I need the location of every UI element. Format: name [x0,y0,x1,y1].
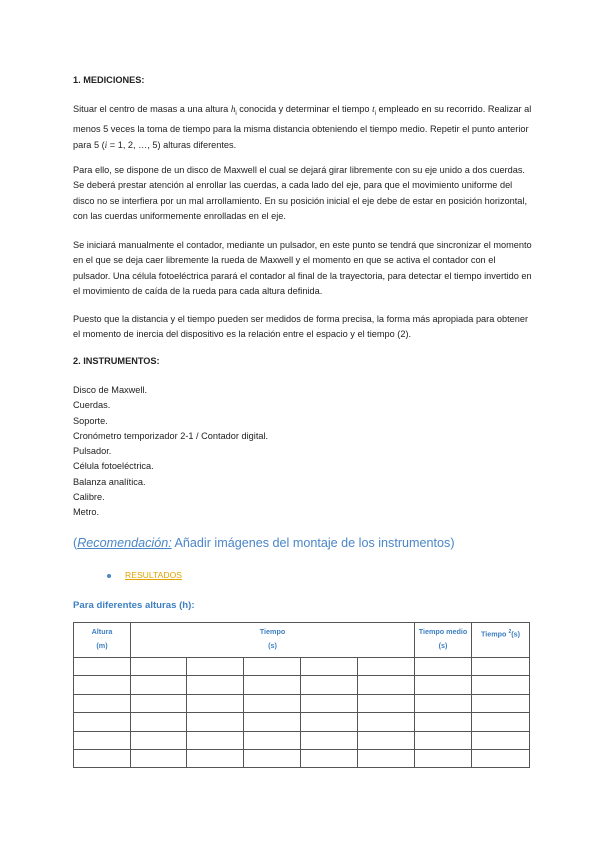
table-cell[interactable] [472,713,530,731]
paragraph-mediciones-2: Para ello, se dispone de un disco de Maxwell el cual se dejará girar libremente con su eje unido a dos cuerdas. Se deberá prestar atención al enrollar las cuerdas, a cada lado del eje, para que el movimiento uniforme del disco no se interfiera por un mal arrollamiento. En su posición inicial el eje debe de estar en posición horizontal, con las cuerdas uniformemente enrolladas en el eje. [73,165,528,222]
table-cell[interactable] [301,713,358,731]
header-t2-unit: (s) [511,629,521,639]
table-cell[interactable] [244,731,301,749]
p1-text-d: = 1, 2, …, 5) alturas diferentes. [107,139,237,150]
list-item: Balanza analítica. [73,476,146,487]
list-item: Soporte. [73,415,108,426]
recommendation-note [73,536,455,550]
table-cell[interactable] [415,713,472,731]
p1-text-b: conocida y determinar el tiempo [236,104,373,114]
table-cell[interactable] [301,658,358,676]
paragraph-mediciones-4: Puesto que la distancia y el tiempo pueden ser medidos de forma precisa, la forma más apropiada para obtener el momento de inercia del dispositivo es la relación entre el espacio y el tiempo (2). [73,314,529,340]
table-cell[interactable] [472,749,530,767]
header-t2-exponent: 2 [508,629,512,635]
header-t2-label: Tiempo [481,629,509,639]
table-cell[interactable] [187,749,244,767]
table-row [74,731,530,749]
section-heading-mediciones: 1. MEDICIONES: [73,75,145,85]
table-cell[interactable] [244,658,301,676]
table-cell[interactable] [415,676,472,694]
table-cell[interactable] [131,658,187,676]
header-tiempo-unit: (s) [268,641,277,650]
table-cell[interactable] [74,676,131,694]
results-subheading: Para diferentes alturas (h): [73,600,195,611]
header-medio-label: Tiempo medio [418,627,468,636]
header-tiempo-label: Tiempo [259,627,286,636]
table-cell[interactable] [187,676,244,694]
paragraph-mediciones-3: Se iniciará manualmente el contador, mediante un pulsador, en este punto se tendrá que sincronizar el momento en el que se deja caer libremente la rueda de Maxwell y el momento en que se activa el contador con el pulsador. Una célula fotoeléctrica parará el contador al final de la trayectoria, para detectar el tiempo invertido en el movimiento de caída de la rueda para cada altura definida. [73,240,532,297]
table-cell[interactable] [74,694,131,712]
header-altura-unit: (m) [96,641,108,650]
results-link[interactable]: RESULTADOS [125,570,182,580]
table-cell[interactable] [358,749,415,767]
list-item: Calibre. [73,492,105,503]
table-cell[interactable] [244,749,301,767]
header-tiempo-cuadrado [472,623,530,658]
instrument-list [73,383,268,521]
table-cell[interactable] [358,731,415,749]
symbol-t: t [372,104,375,114]
table-cell[interactable] [358,694,415,712]
table-cell[interactable] [187,731,244,749]
symbol-i: i [104,139,108,150]
subscript-i: i [235,110,237,117]
list-item: Pulsador. [73,446,112,457]
section-heading-instrumentos: 2. INSTRUMENTOS: [73,356,160,366]
recommendation-paren: ( [73,536,78,550]
header-tiempo-medio [415,623,472,658]
table-cell[interactable] [74,713,131,731]
table-cell[interactable] [131,676,187,694]
table-row [74,694,530,712]
recommendation-label: Recomendación: [77,536,172,550]
symbol-h: h [230,104,236,114]
list-item: Disco de Maxwell. [73,385,148,395]
p1-text-a: Situar el centro de masas a una altura [73,104,231,114]
table-cell[interactable] [187,713,244,731]
table-cell[interactable] [131,694,187,712]
table-cell[interactable] [244,713,301,731]
table-cell[interactable] [131,731,187,749]
p1-text-c: empleado en su recorrido. Realizar al menos 5 veces la toma de tiempo para la misma distancia obteniendo el tiempo medio. Repetir el punto anterior para 5 ( [73,104,532,150]
table-cell[interactable] [74,749,131,767]
recommendation-text: Añadir imágenes del montaje de los instrumentos) [171,536,455,550]
table-cell[interactable] [301,749,358,767]
results-bullet [107,570,182,580]
table-header-row [74,623,530,658]
table-cell[interactable] [131,713,187,731]
table-row [74,749,530,767]
table-cell[interactable] [131,749,187,767]
table-cell[interactable] [358,658,415,676]
list-item: Cuerdas. [73,400,111,411]
table-cell[interactable] [415,694,472,712]
table-row [74,713,530,731]
table-cell[interactable] [74,731,131,749]
table-cell[interactable] [301,676,358,694]
table-cell[interactable] [415,749,472,767]
table-cell[interactable] [187,694,244,712]
table-cell[interactable] [472,731,530,749]
table-cell[interactable] [301,694,358,712]
table-cell[interactable] [244,694,301,712]
table-row [74,676,530,694]
list-item: Cronómetro temporizador 2-1 / Contador digital. [73,430,269,441]
header-tiempo [131,623,415,658]
table-cell[interactable] [472,676,530,694]
table-cell[interactable] [472,658,530,676]
header-medio-unit: (s) [438,641,448,650]
header-altura-label: Altura [91,627,113,636]
table-row [74,658,530,676]
table-cell[interactable] [74,658,131,676]
subscript-i: i [374,110,376,117]
results-table [73,622,530,768]
table-cell[interactable] [187,658,244,676]
table-cell[interactable] [301,731,358,749]
bullet-dot-icon [107,574,111,578]
table-cell[interactable] [415,658,472,676]
table-cell[interactable] [415,731,472,749]
list-item: Metro. [73,507,100,518]
table-cell[interactable] [472,694,530,712]
table-cell[interactable] [358,713,415,731]
table-cell[interactable] [358,676,415,694]
paragraph-mediciones-1 [73,102,533,153]
table-cell[interactable] [244,676,301,694]
header-altura [74,623,131,658]
list-item: Célula fotoeléctrica. [73,461,154,472]
